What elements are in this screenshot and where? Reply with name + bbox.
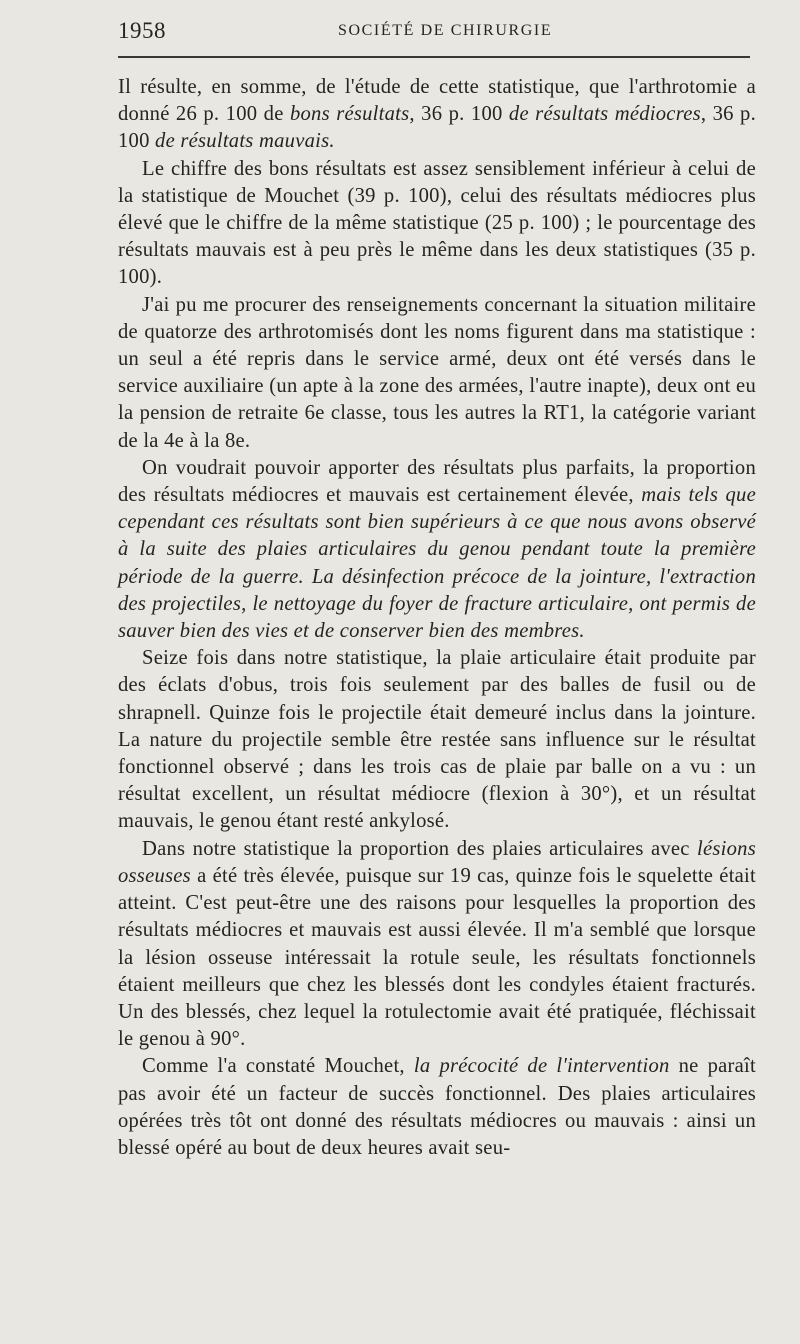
text-segment: ne paraît pas avoir été un facteur de succès fonctionnel. Des plaies articulaires opérées très tôt ont donné des résultats médiocres ou mauvais : ainsi un blessé opéré au bout de deux heures avait seu-: [118, 1055, 756, 1159]
header-rule: [118, 56, 750, 58]
italic-segment: de résultats médiocres: [508, 103, 701, 126]
text-segment: On voudrait pouvoir apporter des résultats plus parfaits, la proportion des résultats médiocres et mauvais est certainement élevée,: [118, 456, 756, 507]
italic-segment: la précocité de l'intervention: [413, 1055, 670, 1078]
running-head: SOCIÉTÉ DE CHIRURGIE: [338, 22, 553, 39]
page-number: 1958: [118, 18, 166, 43]
italic-segment: lésions osseuses: [118, 837, 756, 887]
text-segment: Seize fois dans notre statistique, la plaie articulaire était produite par des éclats d'obus, trois fois seulement par des balles de fusil ou de shrapnell. Quinze fois le projectile était demeuré inclus dans la jointure. La nature du projectile semble être restée sans influence sur le résultat fonctionnel observé ; dans les trois cas de plaie par balle on a vu : un résultat excellent, un résultat médiocre (flexion à 30°), et un résultat mauvais, le genou étant resté ankylosé.: [118, 647, 756, 833]
italic-segment: bons résultats: [289, 103, 410, 126]
text-segment: Il résulte, en somme, de l'étude de cette statistique, que l'arthrotomie a donné 26 p. 100 de: [118, 76, 756, 126]
italic-segment: de résultats mauvais.: [155, 130, 335, 153]
text-segment: , 36 p. 100: [409, 103, 509, 126]
italic-segment: mais tels que cependant ces résultats sont bien supérieurs à ce que nous avons observé à la suite des plaies articulaires du genou pendant toute la première période de la guerre. La désinfection précoce de la jointure, l'extraction des projectiles, le nettoyage du foyer de fracture articulaire, ont permis de sauver bien des vies et de conserver bien des membres.: [118, 484, 756, 643]
paragraph: [118, 645, 756, 835]
text-segment: , 36 p. 100: [118, 103, 756, 153]
body-text: [118, 74, 756, 1162]
text-segment: Dans notre statistique la proportion des plaies articulaires avec: [142, 837, 698, 860]
text-segment: Le chiffre des bons résultats est assez sensiblement inférieur à celui de la statistique de Mouchet (39 p. 100), celui des résultats médiocres plus élevé que le chiffre de la même statistique (25 p. 100) ; le pourcentage des résultats mauvais est à peu près le même dans les deux statistiques (35 p. 100).: [118, 157, 756, 289]
paragraph: [118, 156, 756, 292]
paragraph: [118, 836, 756, 1054]
paragraph: [118, 292, 756, 455]
text-segment: a été très élevée, puisque sur 19 cas, quinze fois le squelette était atteint. C'est peut-être une des raisons pour lesquelles la proportion des résultats médiocres et mauvais est aussi élevée. Il m'a semblé que lorsque la lésion osseuse intéressait la rotule seule, les résultats fonctionnels étaient meilleurs que chez les blessés dont les condyles étaient fracturés. Un des blessés, chez lequel la rotulectomie avait été pratiquée, fléchissait le genou à 90°.: [118, 864, 756, 1051]
text-segment: Comme l'a constaté Mouchet,: [142, 1055, 414, 1078]
text-segment: J'ai pu me procurer des renseignements concernant la situation militaire de quatorze des arthrotomisés dont les noms figurent dans ma statistique : un seul a été repris dans le service armé, deux ont été versés dans le service auxiliaire (un apte à la zone des armées, l'autre inapte), deux ont eu la pension de retraite 6e classe, tous les autres la RT1, la catégorie variant de la 4e à la 8e.: [118, 293, 756, 452]
page-header: [118, 14, 758, 46]
paragraph: [118, 74, 756, 156]
paragraph: [118, 455, 756, 645]
paragraph: [118, 1053, 756, 1162]
